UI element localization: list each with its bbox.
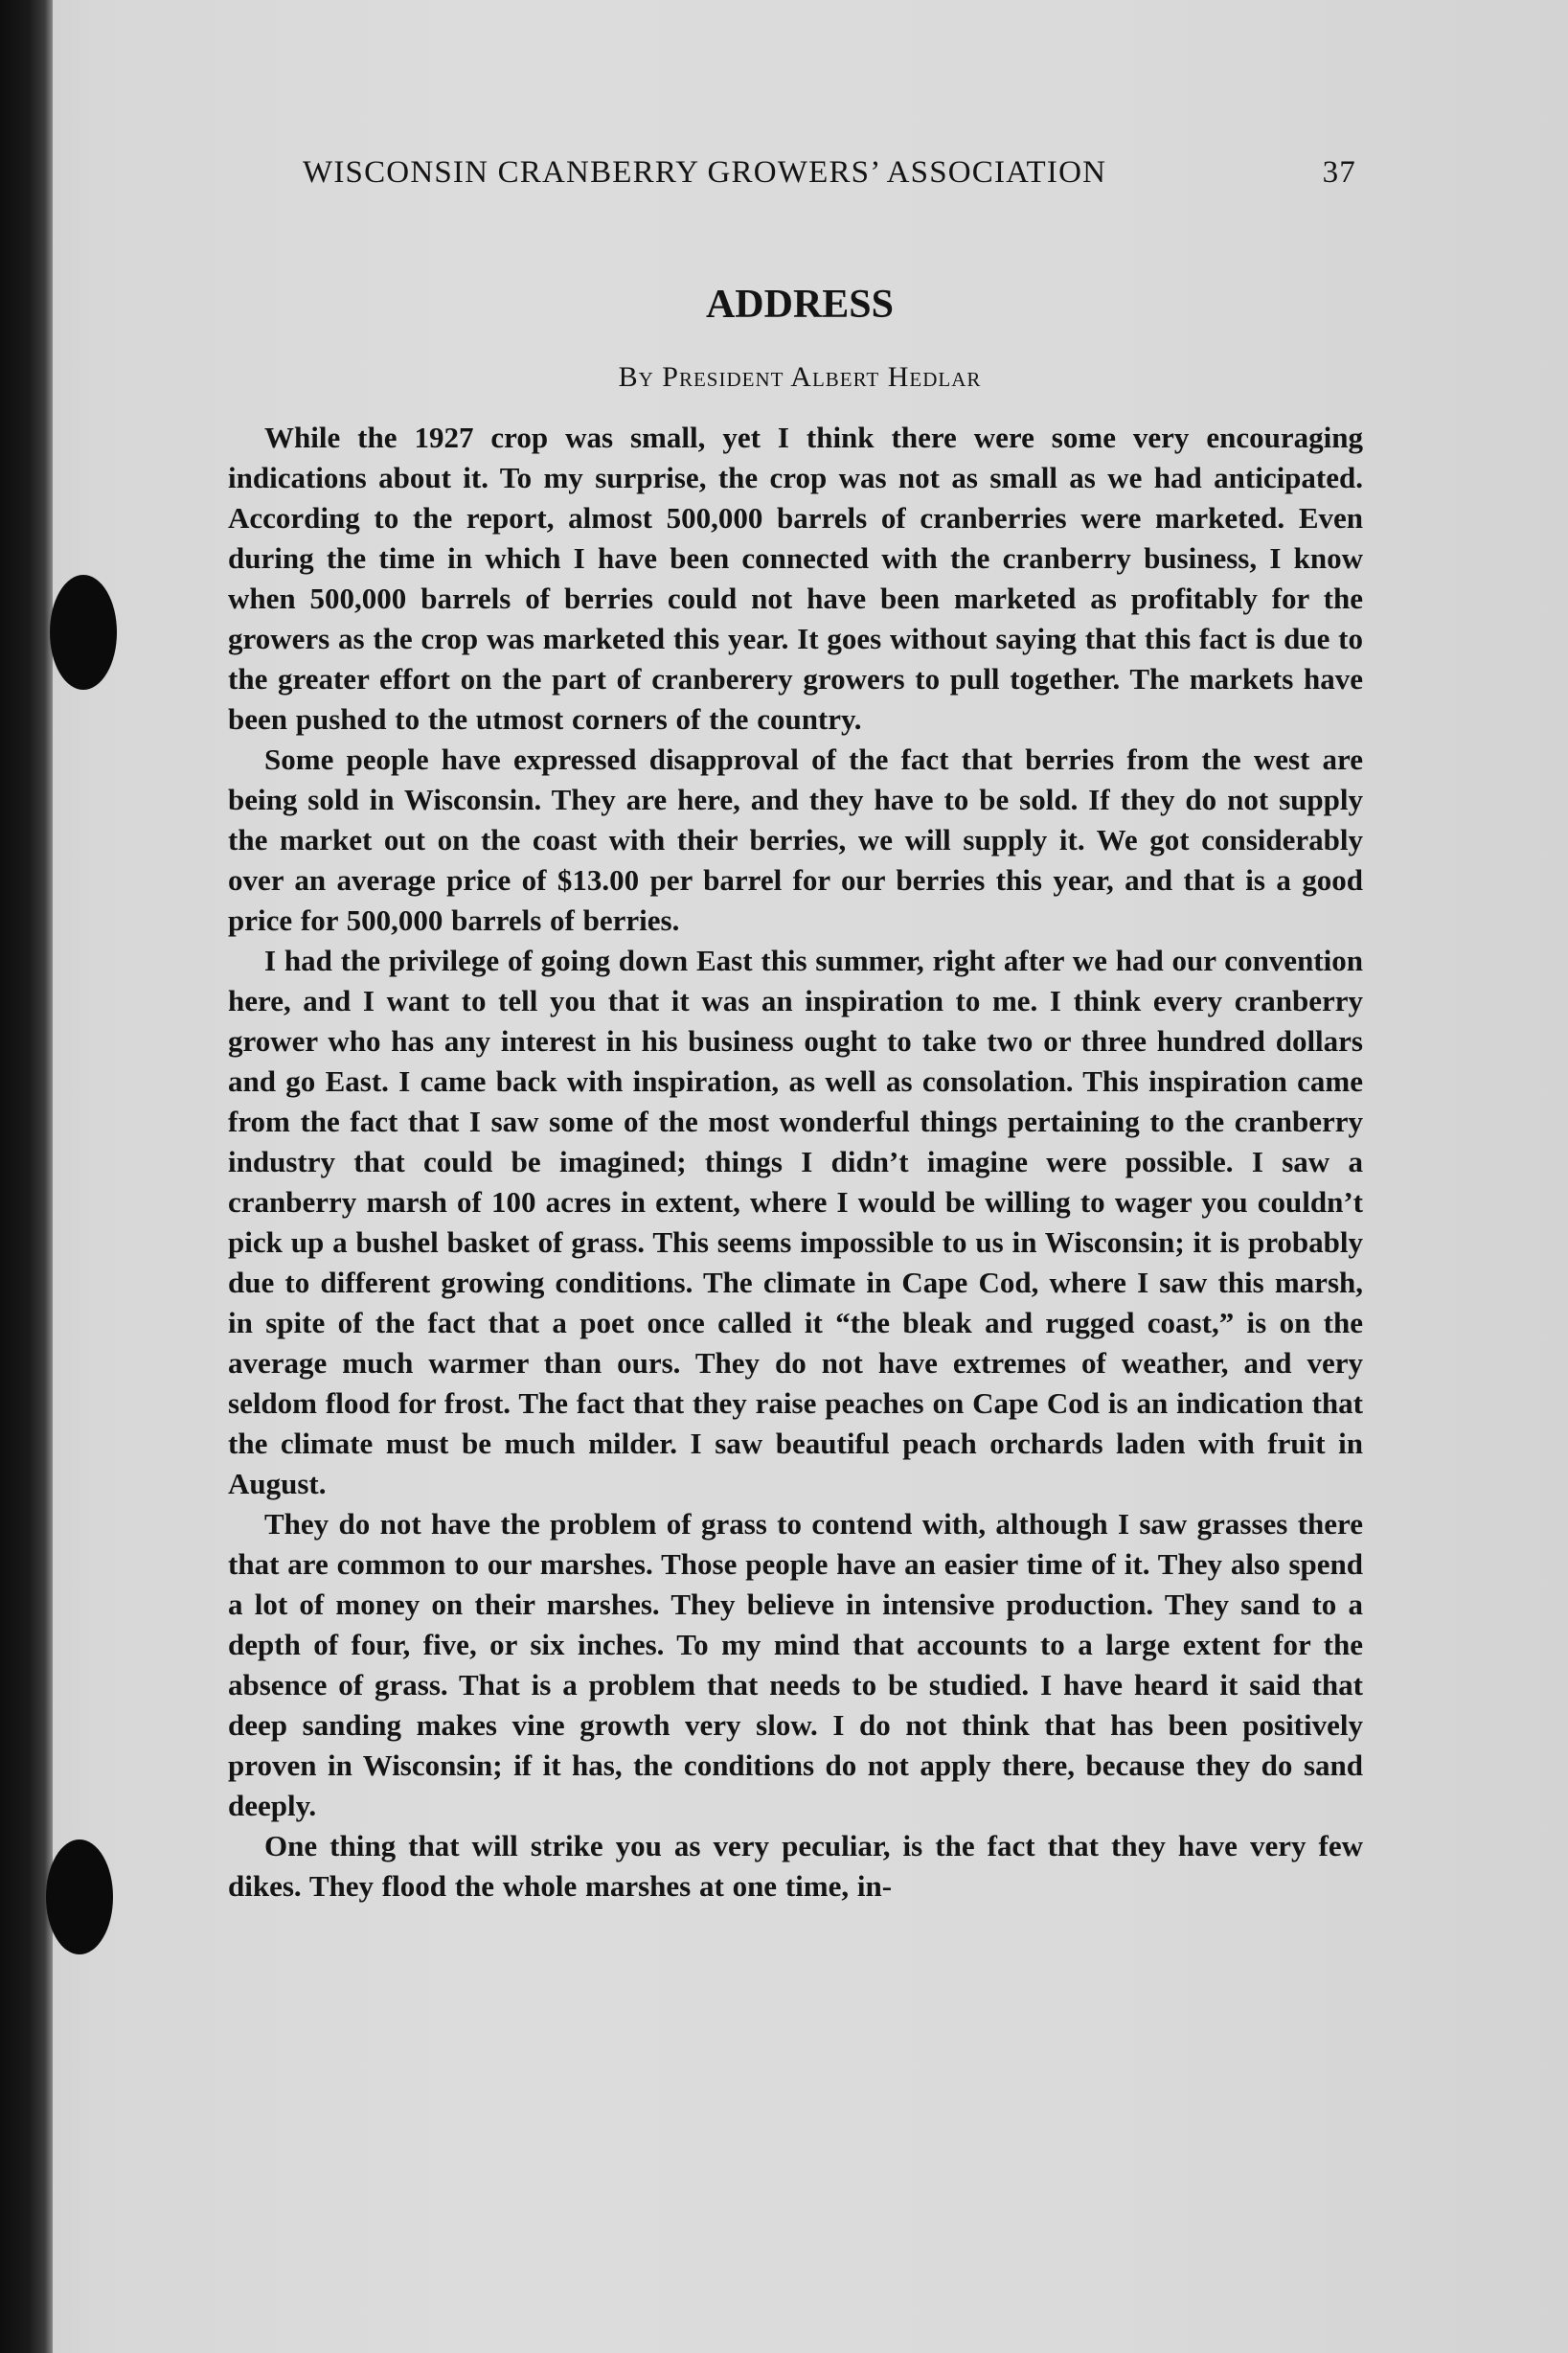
running-head bbox=[303, 151, 1356, 194]
paragraph: They do not have the problem of grass to contend with, although I saw grasses there that are common to our marshes. Those people have an easier time of it. They also spend a lot of money on their marshes. They believe in intensive production. They sand to a depth of four, five, or six inches. To my mind that accounts to a large extent for the absence of grass. That is a problem that needs to be studied. I have heard it said that deep sanding makes vine growth very slow. I do not think that has been positively proven in Wisconsin; if it has, the conditions do not apply there, because they do sand deeply. bbox=[228, 1507, 1363, 1822]
page-number: 37 bbox=[1322, 155, 1356, 190]
article-title: ADDRESS bbox=[705, 283, 895, 327]
article-body bbox=[228, 418, 1363, 1907]
article-byline: By President Albert Hedlar bbox=[618, 361, 982, 393]
paragraph: Some people have expressed disapproval of the fact that berries from the west are being sold in Wisconsin. They are here, and they have to be sold. If they do not supply the market out on the coast with their berries, we will supply it. We got considerably over an average price of $13.00 per barrel for our berries this year, and that is a good price for 500,000 barrels of berries. bbox=[228, 742, 1363, 937]
paragraph: One thing that will strike you as very peculiar, is the fact that they have very few dikes. They flood the whole marshes at one time, in- bbox=[228, 1829, 1363, 1903]
paragraph: I had the privilege of going down East this summer, right after we had our convention here, and I want to tell you that it was an inspiration to me. I think every cranberry grower who has any interest in his business ought to take two or three hundred dollars and go East. I came back with inspiration, as well as consolation. This inspiration came from the fact that I saw some of the most wonderful things pertaining to the cranberry industry that could be imagined; things I didn’t imagine were possible. I saw a cranberry marsh of 100 acres in extent, where I would be willing to wager you couldn’t pick up a bushel basket of grass. This seems impossible to us in Wisconsin; it is probably due to different growing conditions. The climate in Cape Cod, where I saw this marsh, in spite of the fact that a poet once called it “the bleak and rugged coast,” is on the average much warmer than ours. They do not have extremes of weather, and very seldom flood for frost. The fact that they raise peaches on Cape Cod is an indication that the climate must be much milder. I saw beautiful peach orchards laden with fruit in August. bbox=[228, 944, 1363, 1500]
paragraph: While the 1927 crop was small, yet I think there were some very encouraging indications about it. To my surprise, the crop was not as small as we had anticipated. According to the report, almost 500,000 barrels of cranberries were marketed. Even during the time in which I have been connected with the cranberry business, I know when 500,000 barrels of berries could not have been marketed as profitably for the growers as the crop was marketed this year. It goes without saying that this fact is due to the greater effort on the part of cranberery growers to pull together. The markets have been pushed to the utmost corners of the country. bbox=[228, 421, 1363, 736]
running-head-title: WISCONSIN CRANBERRY GROWERS’ ASSOCIATION bbox=[303, 155, 1107, 190]
